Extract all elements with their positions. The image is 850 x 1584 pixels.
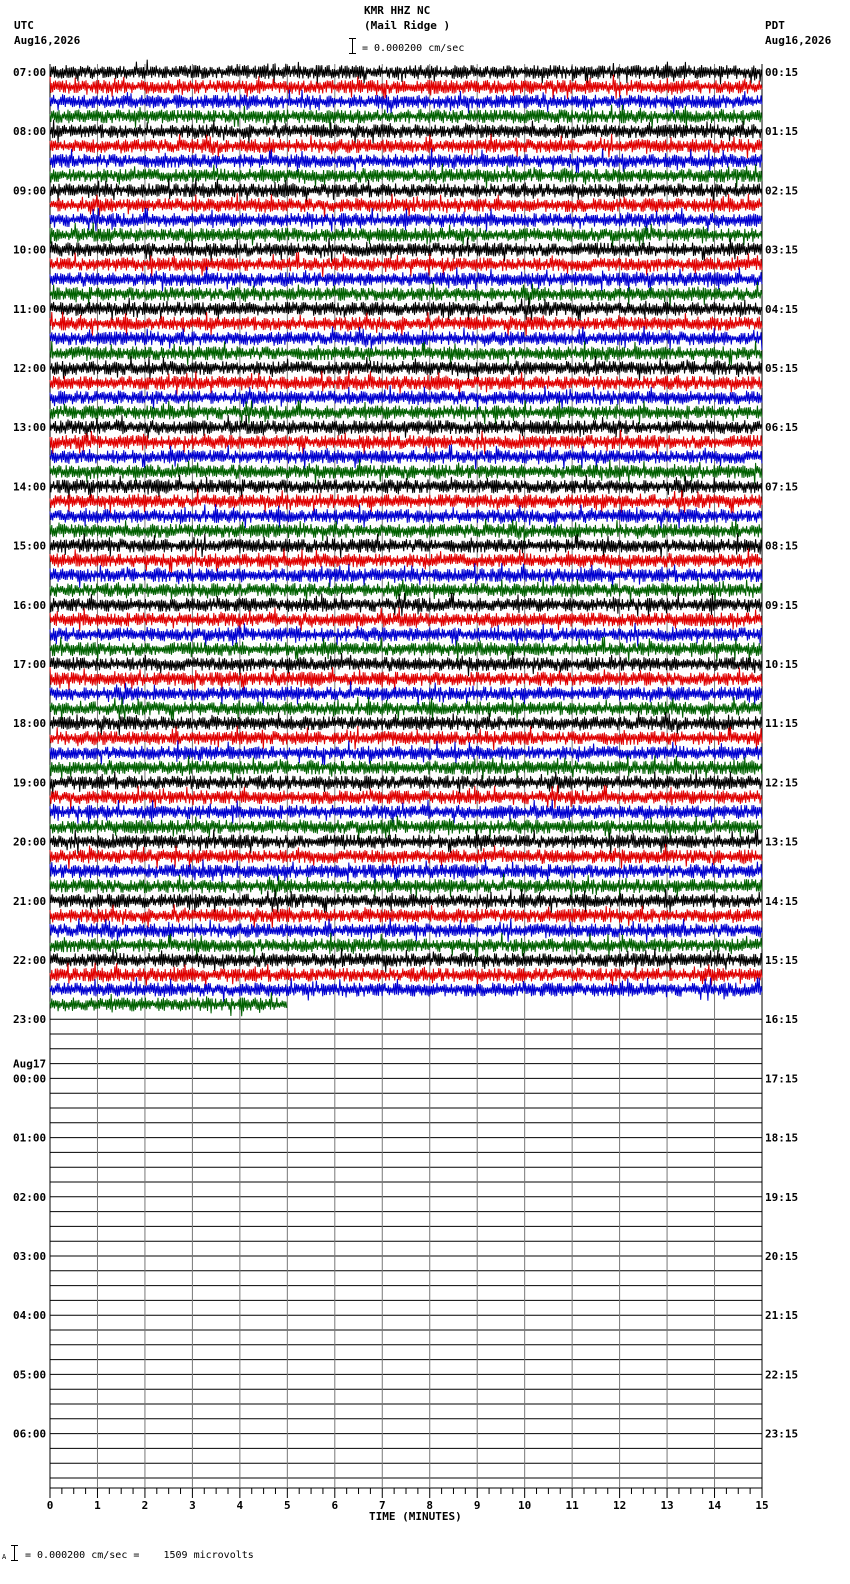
- seismic-trace: [50, 312, 762, 336]
- seismic-trace: [50, 800, 762, 824]
- right-hour-label: 20:15: [765, 1250, 799, 1263]
- left-hour-label: 05:00: [13, 1368, 47, 1382]
- left-hour-label: 00:00: [13, 1072, 47, 1086]
- x-tick-label: 11: [565, 1499, 579, 1512]
- seismic-trace: [50, 148, 762, 173]
- seismic-trace: [50, 816, 762, 839]
- left-hour-label: 03:00: [13, 1250, 47, 1263]
- header-scale-text: = 0.000200 cm/sec: [362, 43, 465, 54]
- seismic-trace: [50, 652, 762, 677]
- seismic-trace: [50, 90, 762, 114]
- seismic-trace: [50, 519, 762, 542]
- left-hour-label: 14:00: [13, 480, 47, 494]
- x-tick-label: 4: [236, 1499, 244, 1512]
- right-date: Aug16,2026: [765, 34, 832, 47]
- seismic-trace: [50, 415, 762, 439]
- footer-scale-text: = 0.000200 cm/sec = 1509 microvolts: [25, 1550, 254, 1561]
- seismic-trace: [50, 282, 762, 307]
- right-hour-label: 15:15: [765, 954, 799, 967]
- right-hour-label: 06:15: [765, 421, 799, 435]
- x-tick-label: 13: [660, 1499, 674, 1512]
- left-hour-label: 08:00: [13, 125, 47, 139]
- right-hour-label: 12:15: [765, 776, 799, 790]
- right-hour-label: 03:15: [765, 243, 799, 257]
- left-hour-label: 10:00: [13, 243, 47, 257]
- trace-layer: [50, 60, 762, 1017]
- left-hour-label: 13:00: [13, 421, 47, 435]
- left-hour-label: 12:00: [13, 362, 47, 375]
- left-hour-label: 19:00: [13, 776, 47, 790]
- right-hour-label: 14:15: [765, 894, 799, 908]
- seismic-trace: [50, 504, 762, 528]
- seismic-trace: [50, 533, 762, 558]
- left-hour-label: 17:00: [13, 658, 47, 671]
- right-hour-label: 05:15: [765, 362, 799, 375]
- seismic-trace: [50, 75, 762, 100]
- left-date-change-label: Aug17: [13, 1057, 47, 1071]
- x-tick-label: 14: [707, 1499, 722, 1512]
- seismic-trace: [50, 444, 762, 469]
- left-hour-label: 01:00: [13, 1131, 47, 1145]
- seismic-trace: [50, 992, 287, 1016]
- left-hour-label: 22:00: [13, 954, 47, 967]
- right-hour-label: 13:15: [765, 835, 799, 849]
- right-hour-label: 11:15: [765, 717, 799, 731]
- right-hour-label: 22:15: [765, 1368, 799, 1382]
- x-tick-label: 2: [141, 1499, 149, 1512]
- left-hour-label: 18:00: [13, 717, 47, 731]
- seismic-trace: [50, 267, 762, 292]
- seismic-trace: [50, 770, 762, 794]
- label-layer: [13, 66, 798, 1512]
- x-tick-label: 6: [331, 1499, 339, 1512]
- left-hour-label: 06:00: [13, 1427, 47, 1441]
- left-hour-label: 15:00: [13, 539, 47, 553]
- seismic-trace: [50, 904, 762, 928]
- seismic-trace: [50, 948, 762, 973]
- x-tick-label: 5: [284, 1499, 291, 1512]
- x-tick-label: 1: [94, 1499, 101, 1512]
- right-hour-label: 04:15: [765, 302, 799, 316]
- left-hour-label: 20:00: [13, 835, 47, 849]
- right-timezone: PDT: [765, 19, 785, 32]
- right-hour-label: 07:15: [765, 480, 799, 494]
- left-hour-label: 09:00: [13, 184, 47, 198]
- seismic-trace: [50, 237, 762, 262]
- x-tick-label: 15: [755, 1499, 769, 1512]
- right-hour-label: 02:15: [765, 184, 799, 198]
- right-hour-label: 21:15: [765, 1309, 799, 1323]
- left-hour-label: 02:00: [13, 1190, 47, 1204]
- right-hour-label: 16:15: [765, 1013, 799, 1027]
- left-date: Aug16,2026: [14, 34, 81, 47]
- seismic-trace: [50, 963, 762, 987]
- seismic-trace: [50, 134, 762, 159]
- seismic-trace: [50, 623, 762, 647]
- x-tick-label: 10: [518, 1499, 532, 1512]
- right-hour-label: 19:15: [765, 1190, 799, 1204]
- seismic-trace: [50, 697, 762, 721]
- x-axis-title: TIME (MINUTES): [369, 1510, 462, 1523]
- seismic-trace: [50, 681, 762, 706]
- x-tick-label: 3: [189, 1499, 196, 1512]
- left-hour-label: 21:00: [13, 894, 47, 908]
- left-hour-label: 16:00: [13, 598, 47, 612]
- seismic-trace: [50, 60, 762, 85]
- seismic-trace: [50, 371, 762, 395]
- seismic-trace: [50, 120, 762, 144]
- x-tick-label: 7: [378, 1499, 386, 1512]
- seismic-trace: [50, 607, 762, 631]
- seismic-trace: [50, 178, 762, 202]
- right-hour-label: 23:15: [765, 1427, 799, 1441]
- x-tick-label: 8: [426, 1499, 434, 1512]
- seismic-trace: [50, 105, 762, 129]
- right-hour-label: 09:15: [765, 598, 799, 612]
- seismic-trace: [50, 637, 762, 662]
- x-tick-label: 0: [46, 1499, 54, 1512]
- x-tick-label: 9: [473, 1499, 481, 1512]
- right-hour-label: 17:15: [765, 1072, 799, 1086]
- left-hour-label: 04:00: [13, 1309, 47, 1323]
- footer-scale-prefix: A: [2, 1553, 7, 1561]
- seismic-trace: [50, 341, 762, 366]
- seismic-trace: [50, 548, 762, 573]
- right-hour-label: 08:15: [765, 539, 799, 553]
- station-title: KMR HHZ NC: [364, 4, 431, 17]
- left-hour-label: 07:00: [13, 66, 47, 79]
- right-hour-label: 00:15: [765, 66, 799, 79]
- seismic-trace: [50, 578, 762, 603]
- left-timezone: UTC: [14, 19, 34, 32]
- x-tick-label: 12: [612, 1499, 627, 1512]
- seismic-trace: [50, 208, 762, 232]
- footer-scale-bar-icon: [11, 1545, 18, 1561]
- seismic-trace: [50, 326, 762, 350]
- seismic-trace: [50, 889, 762, 913]
- seismic-trace: [50, 844, 762, 869]
- left-hour-label: 11:00: [13, 302, 47, 316]
- right-hour-label: 01:15: [765, 125, 799, 139]
- seismic-trace: [50, 563, 762, 588]
- left-hour-label: 23:00: [13, 1013, 47, 1027]
- right-hour-label: 10:15: [765, 658, 799, 671]
- right-hour-label: 18:15: [765, 1131, 799, 1145]
- station-location: (Mail Ridge ): [364, 19, 451, 32]
